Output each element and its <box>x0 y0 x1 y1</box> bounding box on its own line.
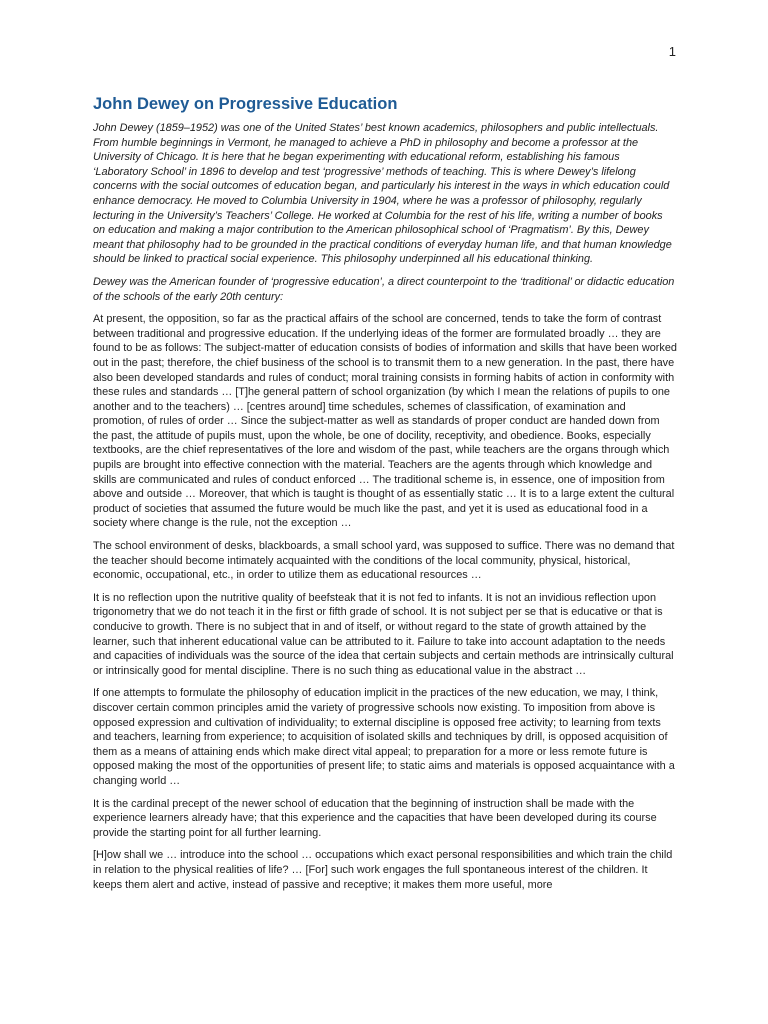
intro-paragraph: John Dewey (1859–1952) was one of the United States’ best known academics, philosophers and public intellectuals. From humble beginnings in Vermont, he managed to achieve a PhD in philosophy and become a professor at the University of Chicago. It is here that he began experimenting with educational reform, establishing his famous ‘Laboratory School’ in 1896 to develop and test ‘progressive’ methods of teaching. This is where Dewey’s lifelong concerns with the social outcomes of education began, and particularly his interest in the ways in which education could enhance democracy. He moved to Columbia University in 1904, where he was a professor of philosophy, regularly lecturing in the University’s Teachers’ College. He worked at Columbia for the rest of his life, writing a number of books on education and making a major contribution to the American philosophical school of ‘Pragmatism’. By this, Dewey meant that philosophy had to be grounded in the practical conditions of everyday human life, and that human knowledge should be linked to practical social experience. This philosophy underpinned all his educational thinking. <box>93 122 672 266</box>
quote-paragraph: [H]ow shall we … introduce into the school … occupations which exact personal responsibilities and which train the child in relation to the physical realities of life? … [For] such work engages the full spontaneous interest of the children. It keeps them alert and active, instead of passive and receptive; it makes them more useful, more <box>93 849 673 891</box>
quote-paragraph: If one attempts to formulate the philosophy of education implicit in the practices of the new education, we may, I think, discover certain common principles amid the variety of progressive schools now existing. To imposition from above is opposed expression and cultivation of individuality; to external discipline is opposed free activity; to learning from texts and teachers, learning from experience; to acquisition of isolated skills and techniques by drill, is opposed acquisition of them as a means of attaining ends which make direct vital appeal; to preparation for a more or less remote future is opposed making the most of the opportunities of present life; to static aims and materials is opposed acquaintance with a changing world … <box>93 687 675 787</box>
quote-paragraph: At present, the opposition, so far as the practical affairs of the school are concerned, tends to take the form of contrast between traditional and progressive education. If the underlying ideas of the former are formulated broadly … they are found to be as follows: The subject-matter of education consists of bodies of information and skills that have been worked out in the past; therefore, the chief business of the school is to transmit them to a new generation. In the past, there have also been developed standards and rules of conduct; moral training consists in forming habits of action in conformity with these rules and standards … [T]he general pattern of school organization (by which I mean the relations of pupils to one another and to the teachers) … [centres around] time schedules, schemes of classification, of examination and promotion, of rules of order … Since the subject-matter as well as standards of proper conduct are handed down from the past, the attitude of pupils must, upon the whole, be one of docility, receptivity, and obedience. Books, especially textbooks, are the chief representatives of the lore and wisdom of the past, while teachers are the organs through which pupils are brought into effective connection with the material. Teachers are the agents through which knowledge and skills are communicated and rules of conduct enforced … The traditional scheme is, in essence, one of imposition from above and outside … Moreover, that which is taught is thought of as essentially static … It is to a large extent the cultural product of societies that assumed the future would be much like the past, and yet it is used as educational food in a society where change is the rule, not the exception … <box>93 313 677 530</box>
document-body <box>93 94 677 900</box>
document-title: John Dewey on Progressive Education <box>93 95 398 113</box>
quote-paragraph: The school environment of desks, blackboards, a small school yard, was supposed to suffice. There was no demand that the teacher should become intimately acquainted with the conditions of the local community, physical, historical, economic, occupational, etc., in order to utilize them as educational resources … <box>93 540 675 582</box>
quote-paragraph: It is the cardinal precept of the newer school of education that the beginning of instruction shall be made with the experience learners already have; that this experience and the capacities that have been developed during its course provide the starting point for all further learning. <box>93 797 657 839</box>
quote-paragraph: It is no reflection upon the nutritive quality of beefsteak that it is not fed to infants. It is not an invidious reflection upon trigonometry that we do not teach it in the first or fifth grade of school. It is not subject per se that is educative or that is conducive to growth. There is no subject that in and of itself, or without regard to the state of growth attained by the learner, such that inherent educational value can be attributed to it. Failure to take into account adaptation to the needs and capacities of individuals was the source of the idea that certain subjects and certain methods are intrinsically cultural or intrinsically good for mental discipline. There is no such thing as educational value in the abstract … <box>93 591 674 677</box>
intro-paragraph: Dewey was the American founder of ‘progressive education’, a direct counterpoint to the ‘traditional’ or didactic education of the schools of the early 20th century: <box>93 275 675 303</box>
page-number: 1 <box>668 44 676 59</box>
